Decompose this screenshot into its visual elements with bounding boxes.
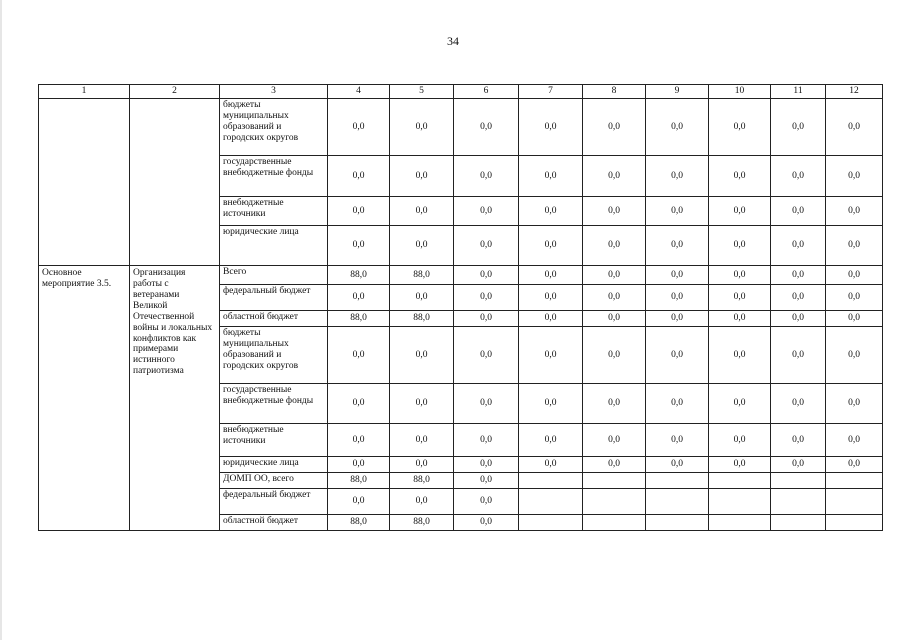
value-cell: 0,0 <box>646 266 709 285</box>
value-cell: 0,0 <box>646 285 709 311</box>
value-cell: 0,0 <box>771 197 826 226</box>
value-cell: 0,0 <box>583 311 646 327</box>
value-cell: 0,0 <box>826 327 883 384</box>
value-cell: 0,0 <box>390 285 454 311</box>
value-cell: 0,0 <box>454 156 519 197</box>
value-cell <box>771 473 826 489</box>
value-cell: 0,0 <box>390 327 454 384</box>
value-cell: 0,0 <box>519 156 583 197</box>
value-cell: 88,0 <box>390 473 454 489</box>
value-cell: 0,0 <box>826 285 883 311</box>
funding-source-cell: Всего <box>220 266 328 285</box>
value-cell: 0,0 <box>390 489 454 515</box>
value-cell: 0,0 <box>583 156 646 197</box>
value-cell: 0,0 <box>390 156 454 197</box>
value-cell: 0,0 <box>454 197 519 226</box>
value-cell <box>709 515 771 531</box>
value-cell: 0,0 <box>646 311 709 327</box>
value-cell: 0,0 <box>646 197 709 226</box>
column-number: 7 <box>519 85 583 99</box>
value-cell: 0,0 <box>709 99 771 156</box>
value-cell: 0,0 <box>454 457 519 473</box>
value-cell: 0,0 <box>390 424 454 457</box>
value-cell: 0,0 <box>328 226 390 266</box>
value-cell: 0,0 <box>519 311 583 327</box>
value-cell: 88,0 <box>390 266 454 285</box>
value-cell: 0,0 <box>646 457 709 473</box>
column-number: 5 <box>390 85 454 99</box>
value-cell: 0,0 <box>583 226 646 266</box>
value-cell: 0,0 <box>454 311 519 327</box>
value-cell <box>709 489 771 515</box>
funding-source-cell: государственные внебюджетные фонды <box>220 156 328 197</box>
value-cell: 0,0 <box>328 457 390 473</box>
column-number: 6 <box>454 85 519 99</box>
value-cell: 0,0 <box>519 266 583 285</box>
value-cell: 0,0 <box>328 99 390 156</box>
funding-source-cell: бюджеты муниципальных образований и городских округов <box>220 327 328 384</box>
value-cell: 0,0 <box>709 424 771 457</box>
value-cell: 0,0 <box>709 311 771 327</box>
value-cell: 0,0 <box>583 327 646 384</box>
description-cell <box>130 99 220 266</box>
value-cell: 0,0 <box>771 99 826 156</box>
value-cell: 0,0 <box>519 99 583 156</box>
header-row <box>39 85 883 99</box>
value-cell: 0,0 <box>454 424 519 457</box>
value-cell: 0,0 <box>328 327 390 384</box>
activity-cell: Основное мероприятие 3.5. <box>39 266 130 531</box>
value-cell: 0,0 <box>454 489 519 515</box>
value-cell: 0,0 <box>771 457 826 473</box>
value-cell <box>583 515 646 531</box>
column-number: 9 <box>646 85 709 99</box>
value-cell: 0,0 <box>583 457 646 473</box>
value-cell: 0,0 <box>583 424 646 457</box>
column-number: 8 <box>583 85 646 99</box>
column-number: 11 <box>771 85 826 99</box>
value-cell <box>771 489 826 515</box>
value-cell: 0,0 <box>646 384 709 424</box>
value-cell: 0,0 <box>826 384 883 424</box>
description-cell: Организация работы с ветеранами Великой Отечественной войны и локальных конфликтов как примерами истинного патриотизма <box>130 266 220 531</box>
value-cell: 0,0 <box>709 266 771 285</box>
activity-cell <box>39 99 130 266</box>
value-cell <box>646 515 709 531</box>
value-cell: 0,0 <box>519 197 583 226</box>
funding-source-cell: бюджеты муниципальных образований и городских округов <box>220 99 328 156</box>
value-cell <box>826 489 883 515</box>
column-number: 4 <box>328 85 390 99</box>
value-cell: 0,0 <box>328 285 390 311</box>
value-cell: 0,0 <box>826 424 883 457</box>
value-cell: 0,0 <box>771 266 826 285</box>
value-cell <box>826 515 883 531</box>
funding-source-cell: юридические лица <box>220 226 328 266</box>
value-cell: 0,0 <box>826 311 883 327</box>
page-number: 34 <box>447 34 459 48</box>
budget-table <box>38 84 883 531</box>
value-cell <box>583 489 646 515</box>
value-cell: 0,0 <box>826 226 883 266</box>
column-number: 12 <box>826 85 883 99</box>
value-cell: 0,0 <box>646 99 709 156</box>
value-cell: 0,0 <box>826 156 883 197</box>
scan-edge <box>0 0 2 640</box>
value-cell: 88,0 <box>390 515 454 531</box>
value-cell: 0,0 <box>771 156 826 197</box>
value-cell: 88,0 <box>390 311 454 327</box>
value-cell: 0,0 <box>826 457 883 473</box>
value-cell: 0,0 <box>771 285 826 311</box>
value-cell: 0,0 <box>826 197 883 226</box>
block-b-row <box>39 266 883 285</box>
value-cell: 0,0 <box>771 226 826 266</box>
value-cell <box>519 473 583 489</box>
value-cell: 0,0 <box>709 457 771 473</box>
value-cell: 0,0 <box>646 156 709 197</box>
value-cell: 0,0 <box>519 457 583 473</box>
funding-source-cell: федеральный бюджет <box>220 285 328 311</box>
value-cell: 0,0 <box>709 285 771 311</box>
value-cell: 0,0 <box>709 327 771 384</box>
value-cell <box>771 515 826 531</box>
funding-source-cell: внебюджетные источники <box>220 197 328 226</box>
value-cell: 0,0 <box>328 424 390 457</box>
column-number: 10 <box>709 85 771 99</box>
value-cell: 0,0 <box>454 99 519 156</box>
funding-source-cell: ДОМП ОО, всего <box>220 473 328 489</box>
value-cell: 0,0 <box>328 156 390 197</box>
value-cell: 0,0 <box>646 226 709 266</box>
value-cell: 0,0 <box>709 197 771 226</box>
block-a-row <box>39 99 883 156</box>
funding-source-cell: внебюджетные источники <box>220 424 328 457</box>
funding-source-cell: федеральный бюджет <box>220 489 328 515</box>
value-cell: 0,0 <box>519 327 583 384</box>
value-cell <box>519 489 583 515</box>
value-cell: 0,0 <box>826 266 883 285</box>
table-body <box>39 85 883 531</box>
value-cell <box>826 473 883 489</box>
value-cell: 0,0 <box>328 489 390 515</box>
value-cell <box>583 473 646 489</box>
value-cell <box>519 515 583 531</box>
value-cell: 0,0 <box>709 226 771 266</box>
value-cell <box>709 473 771 489</box>
value-cell: 0,0 <box>646 327 709 384</box>
value-cell: 0,0 <box>454 226 519 266</box>
value-cell: 0,0 <box>390 197 454 226</box>
value-cell: 0,0 <box>390 384 454 424</box>
column-number: 1 <box>39 85 130 99</box>
value-cell: 0,0 <box>583 197 646 226</box>
value-cell: 0,0 <box>519 226 583 266</box>
value-cell: 0,0 <box>583 384 646 424</box>
funding-source-cell: областной бюджет <box>220 311 328 327</box>
column-number: 2 <box>130 85 220 99</box>
value-cell: 88,0 <box>328 515 390 531</box>
funding-source-cell: государственные внебюджетные фонды <box>220 384 328 424</box>
value-cell: 88,0 <box>328 311 390 327</box>
value-cell: 0,0 <box>454 515 519 531</box>
value-cell: 0,0 <box>646 424 709 457</box>
value-cell <box>646 473 709 489</box>
value-cell: 0,0 <box>583 99 646 156</box>
value-cell: 0,0 <box>771 424 826 457</box>
value-cell: 0,0 <box>709 156 771 197</box>
value-cell: 0,0 <box>390 457 454 473</box>
value-cell: 0,0 <box>454 327 519 384</box>
value-cell: 0,0 <box>771 327 826 384</box>
funding-source-cell: юридические лица <box>220 457 328 473</box>
value-cell <box>646 489 709 515</box>
value-cell: 0,0 <box>454 285 519 311</box>
value-cell: 0,0 <box>771 311 826 327</box>
value-cell: 0,0 <box>519 424 583 457</box>
value-cell: 0,0 <box>826 99 883 156</box>
value-cell: 0,0 <box>328 197 390 226</box>
value-cell: 88,0 <box>328 473 390 489</box>
value-cell: 88,0 <box>328 266 390 285</box>
value-cell: 0,0 <box>519 285 583 311</box>
value-cell: 0,0 <box>454 266 519 285</box>
value-cell: 0,0 <box>771 384 826 424</box>
value-cell: 0,0 <box>583 285 646 311</box>
value-cell: 0,0 <box>583 266 646 285</box>
value-cell: 0,0 <box>454 473 519 489</box>
value-cell: 0,0 <box>390 226 454 266</box>
value-cell: 0,0 <box>519 384 583 424</box>
value-cell: 0,0 <box>328 384 390 424</box>
funding-source-cell: областной бюджет <box>220 515 328 531</box>
value-cell: 0,0 <box>454 384 519 424</box>
column-number: 3 <box>220 85 328 99</box>
value-cell: 0,0 <box>390 99 454 156</box>
value-cell: 0,0 <box>709 384 771 424</box>
